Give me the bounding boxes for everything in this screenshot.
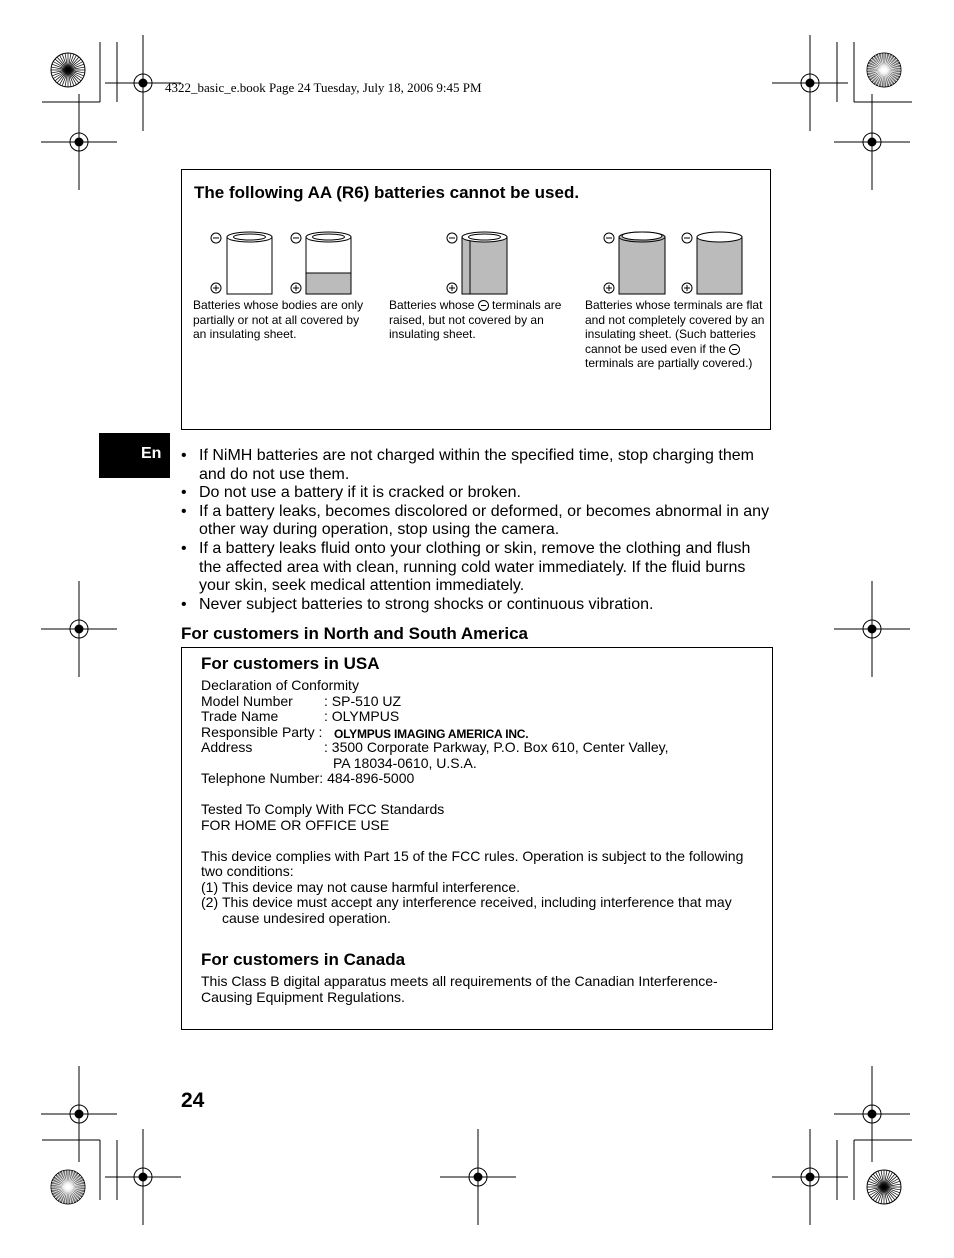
battery-flat-terminal-icon <box>619 232 665 294</box>
trade-value: : OLYMPUS <box>324 708 400 724</box>
plus-terminal-icon <box>604 283 614 293</box>
plus-terminal-icon <box>211 283 221 293</box>
address-label: Address <box>201 739 253 755</box>
condition-1: This device may not cause harmful interference. <box>222 878 521 895</box>
language-tab: En <box>99 433 170 478</box>
file-header: 4322_basic_e.book Page 24 Tuesday, July 18, 2006 9:45 PM <box>165 80 482 95</box>
telephone: Telephone Number: 484-896-5000 <box>201 770 415 786</box>
list-item: • If a battery leaks, becomes discolored or deformed, or becomes abnormal in any other way during operation, stop using the camera. <box>181 503 773 540</box>
condition-2: This device must accept any interference received, including interference that may cause undesired operation. <box>222 894 732 926</box>
page-number: 24 <box>181 1089 205 1112</box>
battery-raised-terminal-icon <box>462 232 507 294</box>
registration-mark-icon <box>834 94 910 190</box>
color-target-icon <box>51 53 85 87</box>
registration-mark-icon <box>41 94 117 190</box>
address-line-1: : 3500 Corporate Parkway, P.O. Box 610, Center Valley, <box>324 739 669 755</box>
list-item: • If NiMH batteries are not charged within the specified time, stop charging them and do not use them. <box>181 447 773 484</box>
party-label: Responsible Party : <box>201 723 323 740</box>
section-heading: For customers in North and South America <box>181 624 528 643</box>
minus-terminal-icon <box>211 233 221 243</box>
customers-box <box>181 647 773 1030</box>
battery-caption-2: Batteries whose terminals are raised, but not covered by an insulating sheet. <box>389 298 562 342</box>
battery-warning-box <box>181 169 771 430</box>
minus-terminal-icon <box>604 233 614 243</box>
battery-warnings-list <box>181 447 773 614</box>
address-line-2: PA 18034-0610, U.S.A. <box>333 754 477 771</box>
battery-caption-1: Batteries whose bodies are only partially or not at all covered by an insulating sheet. <box>193 298 364 342</box>
plus-terminal-icon <box>682 283 692 293</box>
registration-mark-icon <box>440 1129 516 1225</box>
minus-terminal-icon <box>447 233 457 243</box>
battery-flat-covered-icon <box>697 232 742 294</box>
minus-terminal-icon <box>682 233 692 243</box>
minus-terminal-icon <box>291 233 301 243</box>
home-office: FOR HOME OR OFFICE USE <box>201 816 390 833</box>
list-item: • Never subject batteries to strong shocks or continuous vibration. <box>181 596 773 615</box>
registration-mark-icon <box>41 581 117 677</box>
registration-mark-icon <box>105 1129 181 1225</box>
registration-mark-icon <box>834 581 910 677</box>
condition-2-number: (2) <box>201 894 219 910</box>
minus-terminal-icon <box>478 300 489 311</box>
model-value: : SP-510 UZ <box>324 692 402 709</box>
canada-text: This Class B digital apparatus meets all requirements of the Canadian Interference-Causing Equipment Regulations. <box>201 973 718 1005</box>
usa-heading: For customers in USA <box>201 654 380 673</box>
color-target-icon <box>867 53 901 87</box>
plus-terminal-icon <box>291 283 301 293</box>
battery-partial-icon <box>306 232 351 294</box>
model-label: Model Number <box>201 692 293 709</box>
canada-heading: For customers in Canada <box>201 950 406 969</box>
condition-1-number: (1) <box>201 878 219 895</box>
olympus-imaging-logo: OLYMPUS IMAGING AMERICA INC. <box>334 726 529 741</box>
registration-mark-icon <box>41 1066 117 1162</box>
battery-bare-icon <box>227 232 272 294</box>
trade-label: Trade Name <box>201 708 279 724</box>
minus-terminal-icon <box>729 344 740 355</box>
list-item: • Do not use a battery if it is cracked or broken. <box>181 484 773 503</box>
registration-mark-icon <box>834 1066 910 1162</box>
battery-illustrations <box>182 170 772 300</box>
list-item: • If a battery leaks fluid onto your clothing or skin, remove the clothing and flush the affected area with clean, running cold water immediately. If the fluid burns your skin, seek medical attention immediately. <box>181 540 773 596</box>
plus-terminal-icon <box>447 283 457 293</box>
battery-caption-3: Batteries whose terminals are flat and not completely covered by an insulating sheet. (Such batteries cannot be used even if the terminals are partially covered.) <box>585 298 765 371</box>
color-target-icon <box>51 1170 85 1204</box>
declaration-block <box>201 678 761 926</box>
fcc-compliance: This device complies with Part 15 of the FCC rules. Operation is subject to the following two conditions: <box>201 847 744 879</box>
color-target-icon <box>867 1170 901 1204</box>
declaration-title: Declaration of Conformity <box>201 677 359 693</box>
fcc-tested: Tested To Comply With FCC Standards <box>201 801 445 817</box>
battery-box-title: The following AA (R6) batteries cannot be used. <box>194 183 580 202</box>
